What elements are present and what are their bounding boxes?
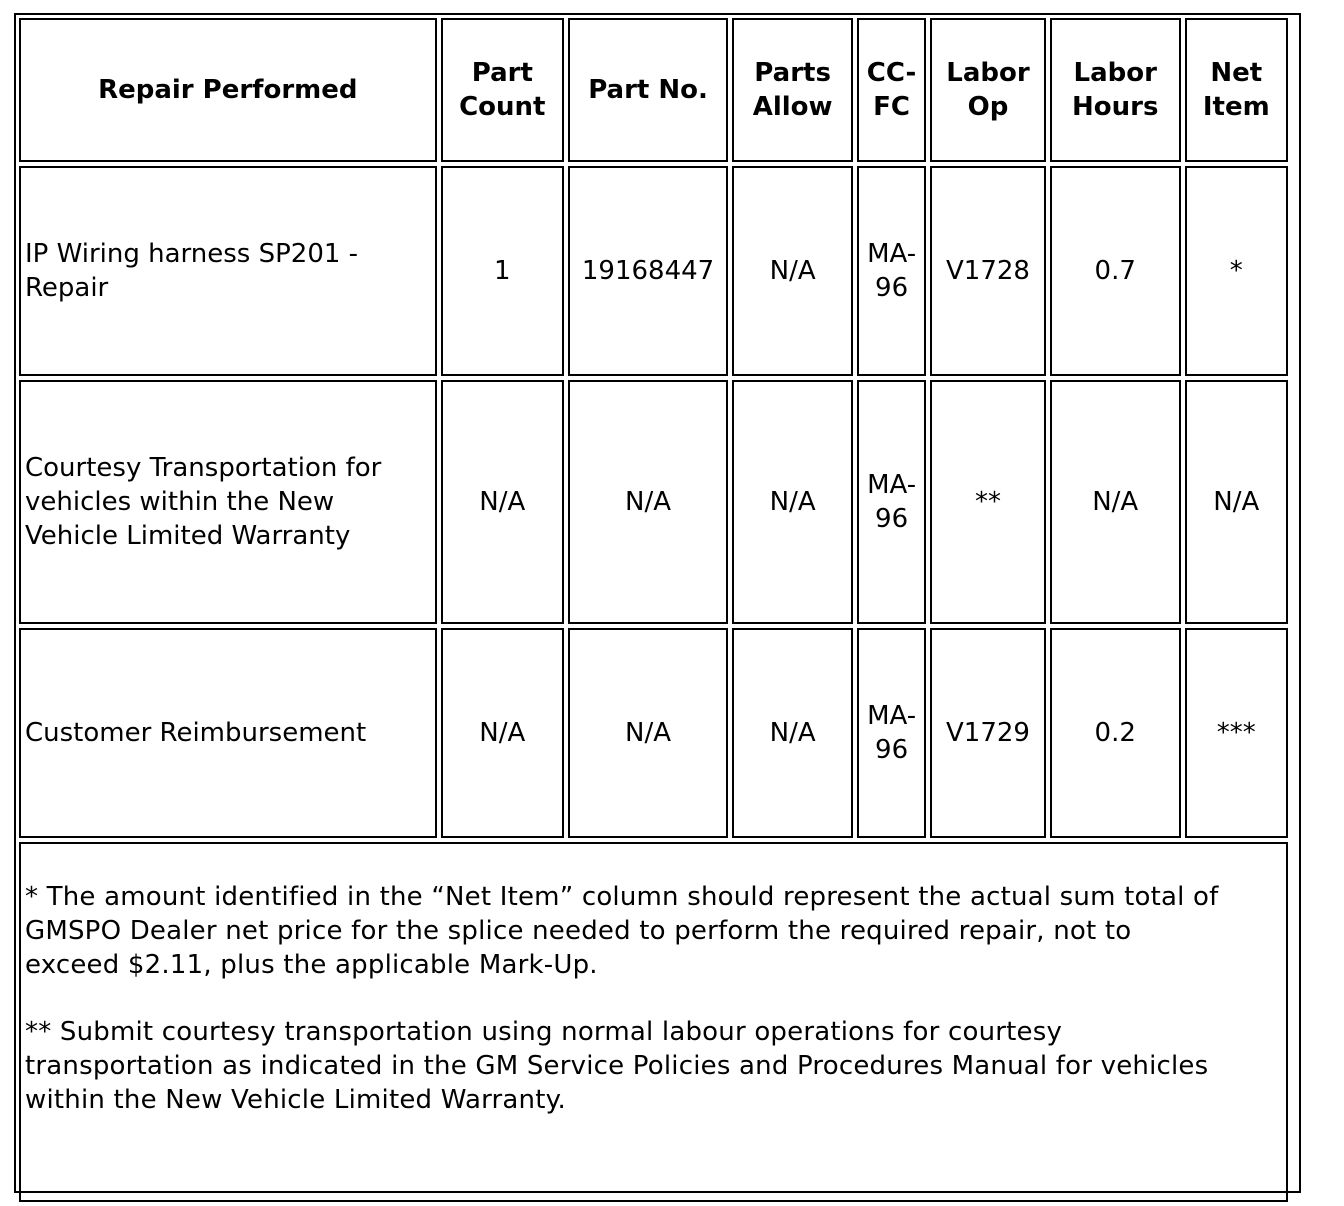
cell-part-no: 19168447 [568, 166, 728, 376]
cell-part-no: N/A [568, 628, 728, 838]
header-parts-allow: Parts Allow [732, 18, 853, 162]
header-labor-hours: Labor Hours [1050, 18, 1181, 162]
repair-table [15, 14, 1292, 1206]
table-row [19, 380, 1288, 624]
cell-repair: Customer Reimbursement [19, 628, 437, 838]
notes-row [19, 842, 1288, 1202]
header-row [19, 18, 1288, 162]
header-net-item: Net Item [1185, 18, 1288, 162]
header-labor-op: Labor Op [930, 18, 1046, 162]
header-part-no: Part No. [568, 18, 728, 162]
note-net-item: * The amount identified in the “Net Item” column should represent the actual sum total of GMSPO Dealer net price for the splice needed to perform the required repair, not to exceed $2.11, plus the applicable Mark-Up. [25, 882, 1219, 980]
cell-part-count: 1 [441, 166, 564, 376]
cell-repair: IP Wiring harness SP201 - Repair [19, 166, 437, 376]
cell-labor-op: V1728 [930, 166, 1046, 376]
cell-part-no: N/A [568, 380, 728, 624]
cell-parts-allow: N/A [732, 166, 853, 376]
note-courtesy-transportation: ** Submit courtesy transportation using normal labour operations for courtesy transportation as indicated in the GM Service Policies and Procedures Manual for vehicles within the New Vehicle Limited Warranty. [25, 1017, 1209, 1115]
cell-parts-allow: N/A [732, 628, 853, 838]
header-cc-fc: CC- FC [857, 18, 926, 162]
header-part-count: Part Count [441, 18, 564, 162]
cell-part-count: N/A [441, 380, 564, 624]
cell-labor-hours: N/A [1050, 380, 1181, 624]
cell-cc-fc: MA- 96 [857, 380, 926, 624]
cell-repair: Courtesy Transportation for vehicles within the New Vehicle Limited Warranty [19, 380, 437, 624]
cell-labor-hours: 0.2 [1050, 628, 1181, 838]
cell-labor-hours: 0.7 [1050, 166, 1181, 376]
cell-parts-allow: N/A [732, 380, 853, 624]
cell-net-item: N/A [1185, 380, 1288, 624]
cell-net-item: *** [1185, 628, 1288, 838]
cell-net-item: * [1185, 166, 1288, 376]
cell-labor-op: V1729 [930, 628, 1046, 838]
header-repair-performed: Repair Performed [19, 18, 437, 162]
cell-cc-fc: MA- 96 [857, 628, 926, 838]
cell-part-count: N/A [441, 628, 564, 838]
cell-cc-fc: MA- 96 [857, 166, 926, 376]
cell-labor-op: ** [930, 380, 1046, 624]
table-row [19, 628, 1288, 838]
table-row [19, 166, 1288, 376]
notes-cell [19, 842, 1288, 1202]
